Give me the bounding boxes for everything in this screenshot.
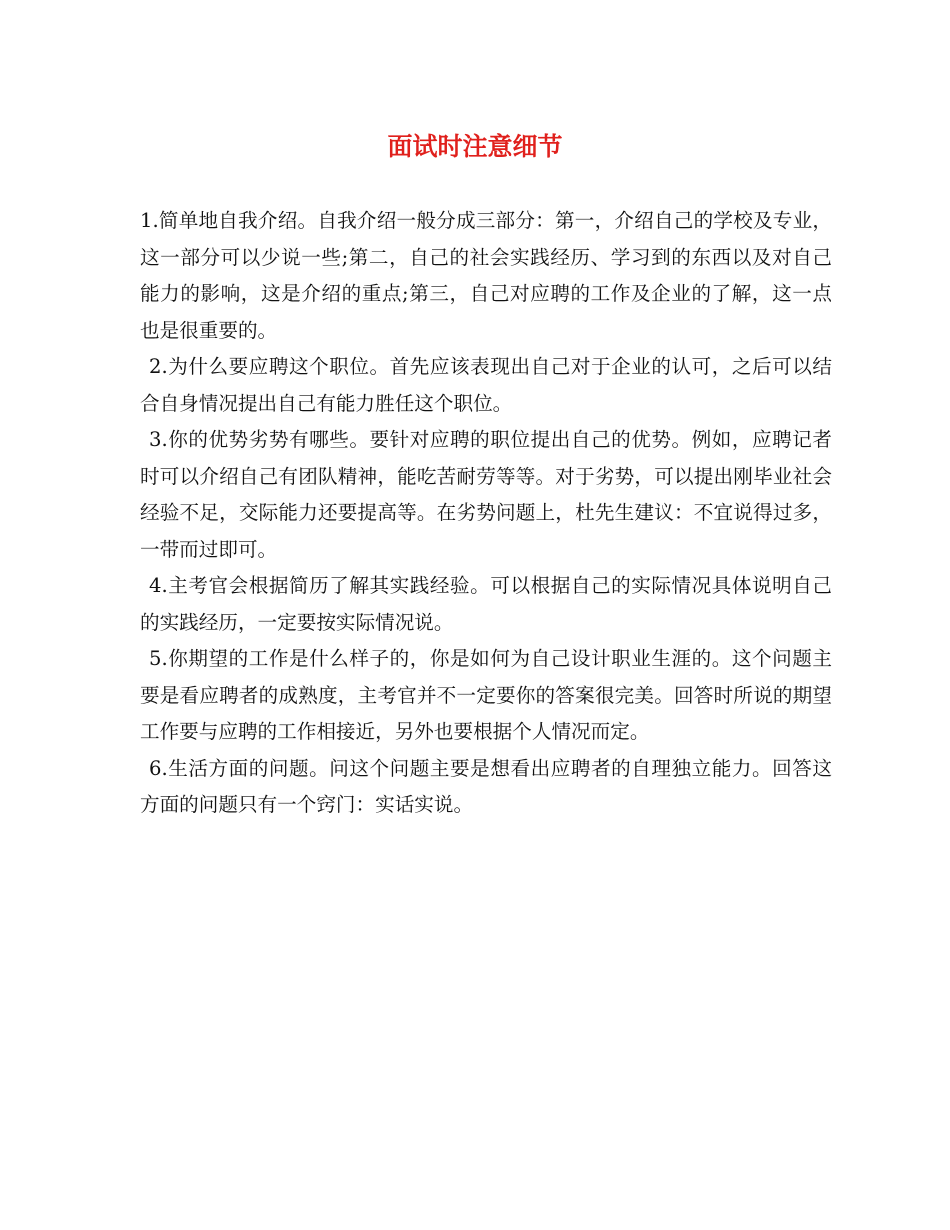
paragraph-6: 6.生活方面的问题。问这个问题主要是想看出应聘者的自理独立能力。回答这方面的问题只有一个窍门：实话实说。 — [140, 756, 832, 816]
paragraph-3: 3.你的优势劣势有哪些。要针对应聘的职位提出自己的优势。例如，应聘记者时可以介绍自己有团队精神，能吃苦耐劳等等。对于劣势，可以提出刚毕业社会经验不足，交际能力还要提高等。在劣势问题上，杜先生建议：不宜说得过多，一带而过即可。 — [140, 428, 832, 561]
document-title: 面试时注意细节 — [387, 132, 563, 161]
paragraph-2: 2.为什么要应聘这个职位。首先应该表现出自己对于企业的认可，之后可以结合自身情况提出自己有能力胜任这个职位。 — [140, 355, 832, 415]
paragraph-5: 5.你期望的工作是什么样子的，你是如何为自己设计职业生涯的。这个问题主要是看应聘者的成熟度，主考官并不一定要你的答案很完美。回答时所说的期望工作要与应聘的工作相接近，另外也要根据个人情况而定。 — [140, 647, 832, 743]
document-body — [140, 203, 832, 824]
paragraph-1: 1.简单地自我介绍。自我介绍一般分成三部分：第一，介绍自己的学校及专业，这一部分可以少说一些;第二，自己的社会实践经历、学习到的东西以及对自己能力的影响，这是介绍的重点;第三，自己对应聘的工作及企业的了解，这一点也是很重要的。 — [140, 209, 832, 342]
paragraph-4: 4.主考官会根据简历了解其实践经验。可以根据自己的实际情况具体说明自己的实践经历，一定要按实际情况说。 — [140, 574, 832, 634]
